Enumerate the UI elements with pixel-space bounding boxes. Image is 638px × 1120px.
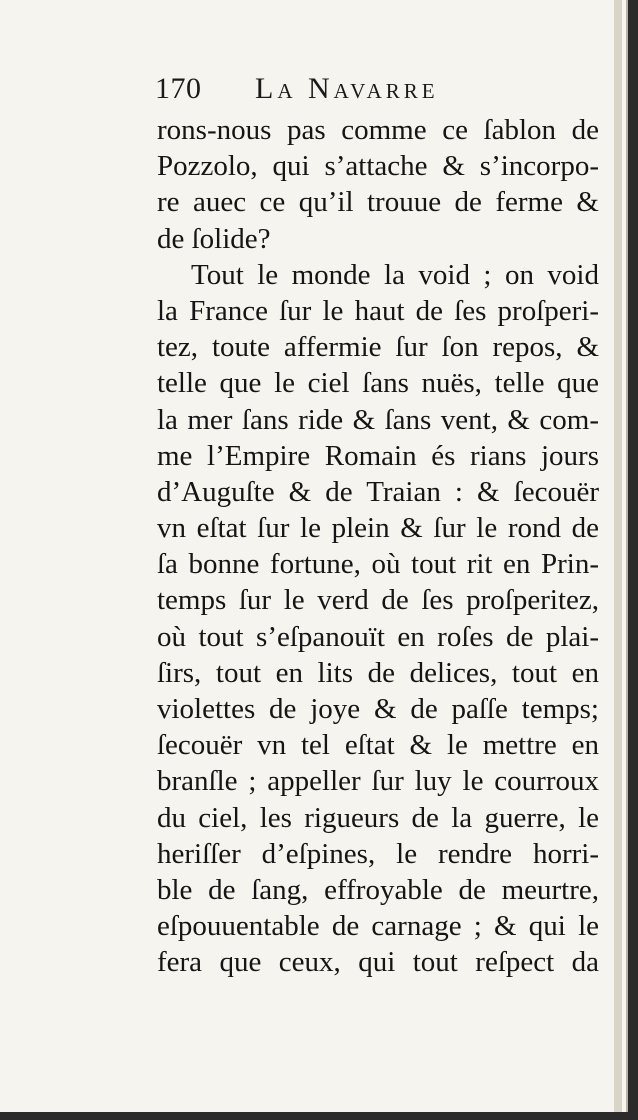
text-line: fera que ceux, qui tout reſpect da bbox=[157, 946, 599, 979]
text-line: violettes de joye & de paſſe temps; bbox=[157, 693, 599, 725]
text-line: temps ſur le verd de ſes proſperitez, bbox=[157, 584, 599, 617]
text-line: me l’Empire Romain és rians jours bbox=[157, 439, 599, 472]
text-line: ble de ſang, effroyable de meurtre, bbox=[157, 873, 599, 906]
text-line: d’Auguſte & de Traian : & ſecouër bbox=[157, 475, 599, 508]
running-head: La Navarre bbox=[255, 72, 439, 105]
page-header bbox=[155, 72, 575, 112]
text-line: telle que le ciel ſans nuës, telle que bbox=[157, 367, 599, 400]
body-text bbox=[157, 112, 599, 981]
text-line: heriſſer d’eſpines, le rendre horri- bbox=[157, 837, 599, 870]
text-line: branſle ; appeller ſur luy le courroux bbox=[157, 765, 599, 798]
text-line: Pozzolo, qui s’attache & s’incorpo- bbox=[157, 150, 599, 183]
text-line: ſecouër vn tel eſtat & le mettre en bbox=[157, 729, 599, 762]
text-line: où tout s’eſpanouït en roſes de plai- bbox=[157, 620, 599, 653]
text-line: ſa bonne fortune, où tout rit en Prin- bbox=[157, 548, 599, 581]
page-number: 170 bbox=[155, 72, 202, 105]
text-line: du ciel, les rigueurs de la guerre, le bbox=[157, 801, 599, 834]
text-line: la France ſur le haut de ſes proſperi- bbox=[157, 294, 599, 327]
text-line: eſpouuentable de carnage ; & qui le bbox=[157, 910, 599, 943]
page-edge-shadow bbox=[614, 0, 622, 1112]
text-line: vn eſtat ſur le plein & ſur le rond de bbox=[157, 512, 599, 545]
text-line: la mer ſans ride & ſans vent, & com- bbox=[157, 403, 599, 436]
text-line: rons-nous pas comme ce ſablon de bbox=[157, 114, 599, 146]
paragraph-start-line: Tout le monde la void ; on void bbox=[191, 258, 599, 291]
text-line: ſirs, tout en lits de delices, tout en bbox=[157, 656, 599, 689]
text-line: de ſolide? bbox=[157, 222, 271, 255]
text-line: re auec ce qu’il trouue de ferme & bbox=[157, 186, 599, 219]
text-line: tez, toute affermie ſur ſon repos, & bbox=[157, 331, 599, 364]
